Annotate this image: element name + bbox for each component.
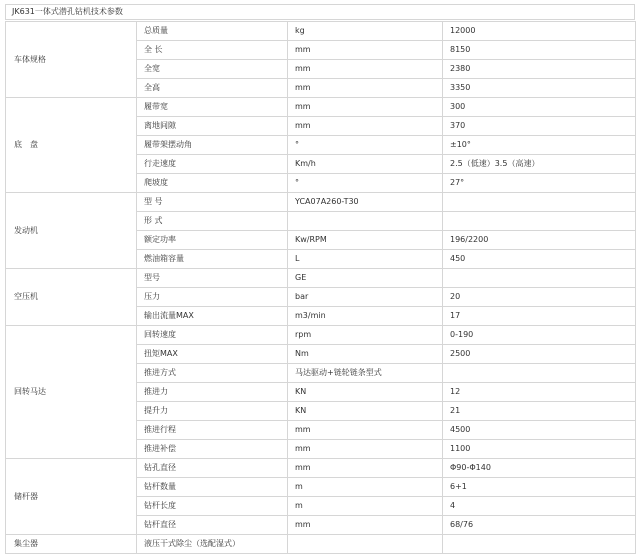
param-name-cell: 推进方式 — [137, 364, 288, 383]
param-name-cell: 离地间隙 — [137, 117, 288, 136]
unit-cell: ° — [288, 136, 443, 155]
param-name-cell: 输出流量MAX — [137, 307, 288, 326]
param-name-cell: 全 长 — [137, 41, 288, 60]
unit-cell: mm — [288, 516, 443, 535]
category-cell: 储杆器 — [6, 459, 137, 535]
unit-cell — [288, 212, 443, 231]
param-name-cell: 履带宽 — [137, 98, 288, 117]
value-cell: 4 — [443, 497, 636, 516]
unit-cell: GE — [288, 269, 443, 288]
table-row — [6, 535, 636, 554]
unit-cell: 马达驱动+链轮链条型式 — [288, 364, 443, 383]
unit-cell: mm — [288, 459, 443, 478]
category-cell: 车体规格 — [6, 22, 137, 98]
unit-cell: m — [288, 497, 443, 516]
unit-cell: ° — [288, 174, 443, 193]
value-cell: 68/76 — [443, 516, 636, 535]
value-cell: 0-190 — [443, 326, 636, 345]
unit-cell: KN — [288, 402, 443, 421]
value-cell: 8150 — [443, 41, 636, 60]
param-name-cell: 全高 — [137, 79, 288, 98]
value-cell: 2.5（低速）3.5（高速） — [443, 155, 636, 174]
unit-cell: m — [288, 478, 443, 497]
table-row — [6, 22, 636, 41]
unit-cell: mm — [288, 60, 443, 79]
param-name-cell: 钻杆长度 — [137, 497, 288, 516]
unit-cell: YCA07A260-T30 — [288, 193, 443, 212]
unit-cell: Kw/RPM — [288, 231, 443, 250]
value-cell: 1100 — [443, 440, 636, 459]
value-cell: 370 — [443, 117, 636, 136]
param-name-cell: 履带架摆动角 — [137, 136, 288, 155]
table-title: JK631一体式潜孔钻机技术参数 — [5, 4, 635, 20]
category-cell: 空压机 — [6, 269, 137, 326]
unit-cell: mm — [288, 421, 443, 440]
param-name-cell: 液压干式除尘（选配湿式） — [137, 535, 288, 554]
value-cell — [443, 364, 636, 383]
param-name-cell: 形 式 — [137, 212, 288, 231]
unit-cell: mm — [288, 117, 443, 136]
unit-cell: rpm — [288, 326, 443, 345]
unit-cell — [288, 535, 443, 554]
table-row — [6, 98, 636, 117]
param-name-cell: 额定功率 — [137, 231, 288, 250]
param-name-cell: 推进力 — [137, 383, 288, 402]
unit-cell: mm — [288, 79, 443, 98]
table-row — [6, 326, 636, 345]
param-name-cell: 总质量 — [137, 22, 288, 41]
param-name-cell: 型 号 — [137, 193, 288, 212]
spec-table — [5, 21, 636, 554]
param-name-cell: 型号 — [137, 269, 288, 288]
unit-cell: Nm — [288, 345, 443, 364]
unit-cell: mm — [288, 41, 443, 60]
param-name-cell: 钻杆数量 — [137, 478, 288, 497]
value-cell — [443, 535, 636, 554]
value-cell: 450 — [443, 250, 636, 269]
value-cell — [443, 269, 636, 288]
param-name-cell: 扭矩MAX — [137, 345, 288, 364]
param-name-cell: 压力 — [137, 288, 288, 307]
table-row — [6, 459, 636, 478]
value-cell: Φ90-Φ140 — [443, 459, 636, 478]
param-name-cell: 全宽 — [137, 60, 288, 79]
param-name-cell: 钻杆直径 — [137, 516, 288, 535]
value-cell: 2500 — [443, 345, 636, 364]
param-name-cell: 推进行程 — [137, 421, 288, 440]
value-cell: 6+1 — [443, 478, 636, 497]
value-cell: 2380 — [443, 60, 636, 79]
unit-cell: mm — [288, 440, 443, 459]
category-cell: 集尘器 — [6, 535, 137, 554]
value-cell: 3350 — [443, 79, 636, 98]
unit-cell: m3/min — [288, 307, 443, 326]
value-cell — [443, 212, 636, 231]
param-name-cell: 行走速度 — [137, 155, 288, 174]
param-name-cell: 推进补偿 — [137, 440, 288, 459]
param-name-cell: 回转速度 — [137, 326, 288, 345]
value-cell: 4500 — [443, 421, 636, 440]
unit-cell: Km/h — [288, 155, 443, 174]
value-cell: ±10° — [443, 136, 636, 155]
param-name-cell: 钻孔直径 — [137, 459, 288, 478]
unit-cell: bar — [288, 288, 443, 307]
category-cell: 回转马达 — [6, 326, 137, 459]
table-row — [6, 269, 636, 288]
value-cell: 17 — [443, 307, 636, 326]
category-cell: 发动机 — [6, 193, 137, 269]
value-cell: 27° — [443, 174, 636, 193]
param-name-cell: 爬坡度 — [137, 174, 288, 193]
unit-cell: KN — [288, 383, 443, 402]
unit-cell: L — [288, 250, 443, 269]
value-cell: 300 — [443, 98, 636, 117]
value-cell: 12000 — [443, 22, 636, 41]
value-cell: 12 — [443, 383, 636, 402]
unit-cell: kg — [288, 22, 443, 41]
value-cell — [443, 193, 636, 212]
spec-table-body — [6, 22, 636, 554]
value-cell: 20 — [443, 288, 636, 307]
unit-cell: mm — [288, 98, 443, 117]
param-name-cell: 提升力 — [137, 402, 288, 421]
value-cell: 196/2200 — [443, 231, 636, 250]
category-cell: 底 盘 — [6, 98, 137, 193]
param-name-cell: 燃油箱容量 — [137, 250, 288, 269]
table-row — [6, 193, 636, 212]
value-cell: 21 — [443, 402, 636, 421]
